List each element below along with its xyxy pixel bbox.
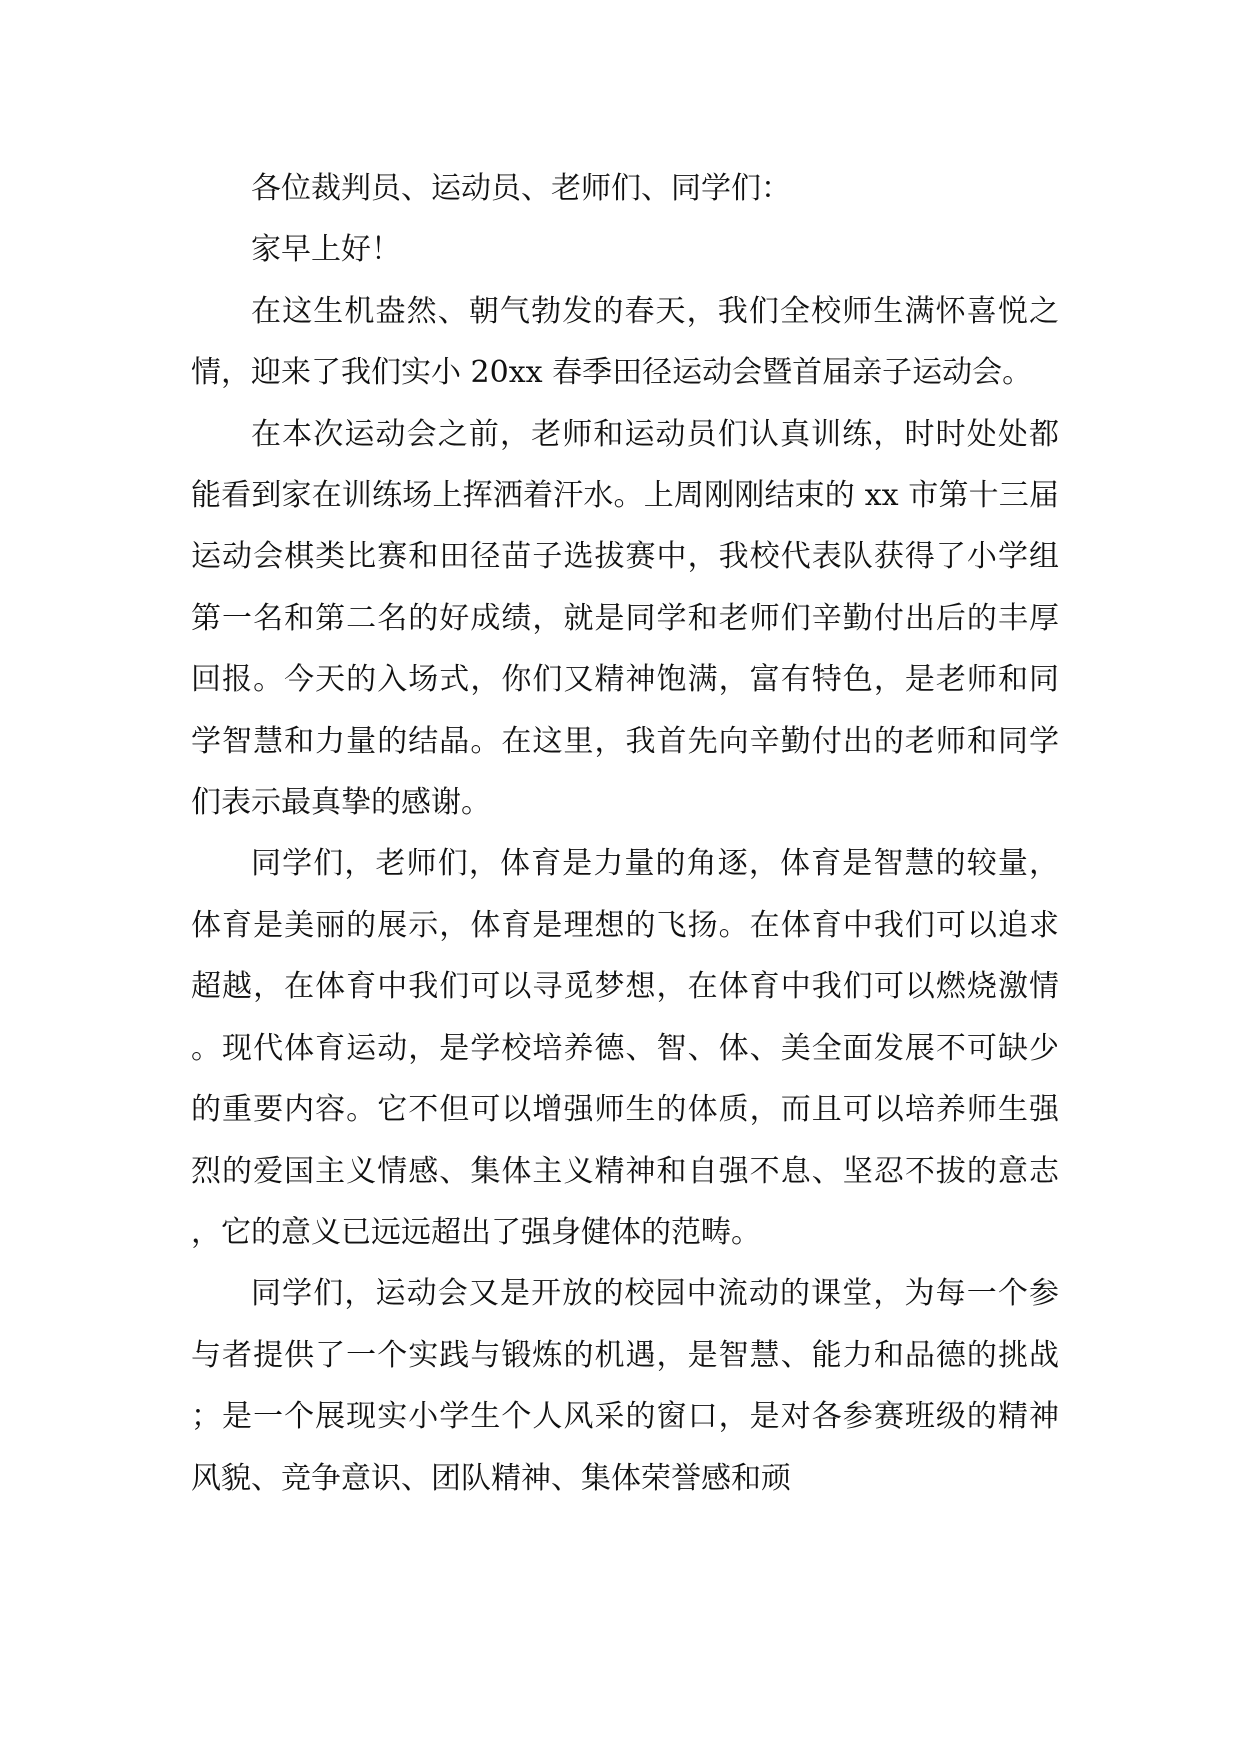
greeting: 家早上好！ [251,232,401,268]
speech-body [191,158,1059,1509]
paragraph-opening: 在这生机盎然、朝气勃发的春天，我们全校师生满怀喜悦之情，迎来了我们实小 20xx 春季田径运动会暨首届亲子运动会。 [191,293,1059,391]
paragraph-sports-value: 同学们，老师们，体育是力量的角逐，体育是智慧的较量，体育是美丽的展示，体育是理想的飞扬。在体育中我们可以追求超越，在体育中我们可以寻觅梦想，在体育中我们可以燃烧激情。现代体育运动，是学校培养德、智、体、美全面发展不可缺少的重要内容。它不但可以增强师生的体质，而且可以培养师生强烈的爱国主义情感、集体主义精神和自强不息、坚忍不拔的意志，它的意义已远远超出了强身健体的范畴。 [191,846,1059,1250]
paragraph-training: 在本次运动会之前，老师和运动员们认真训练，时时处处都能看到家在训练场上挥洒着汗水。上周刚刚结束的 xx 市第十三届运动会棋类比赛和田径苗子选拔赛中，我校代表队获得了小学组第一名和第二名的好成绩，就是同学和老师们辛勤付出后的丰厚回报。今天的入场式，你们又精神饱满，富有特色，是老师和同学智慧和力量的结晶。在这里，我首先向辛勤付出的老师和同学们表示最真挚的感谢。 [191,416,1059,821]
paragraph-classroom: 同学们，运动会又是开放的校园中流动的课堂，为每一个参与者提供了一个实践与锻炼的机遇，是智慧、能力和品德的挑战；是一个展现实小学生个人风采的窗口，是对各参赛班级的精神风貌、竞争意识、团队精神、集体荣誉感和顽 [191,1276,1059,1496]
salutation: 各位裁判员、运动员、老师们、同学们： [251,171,791,206]
